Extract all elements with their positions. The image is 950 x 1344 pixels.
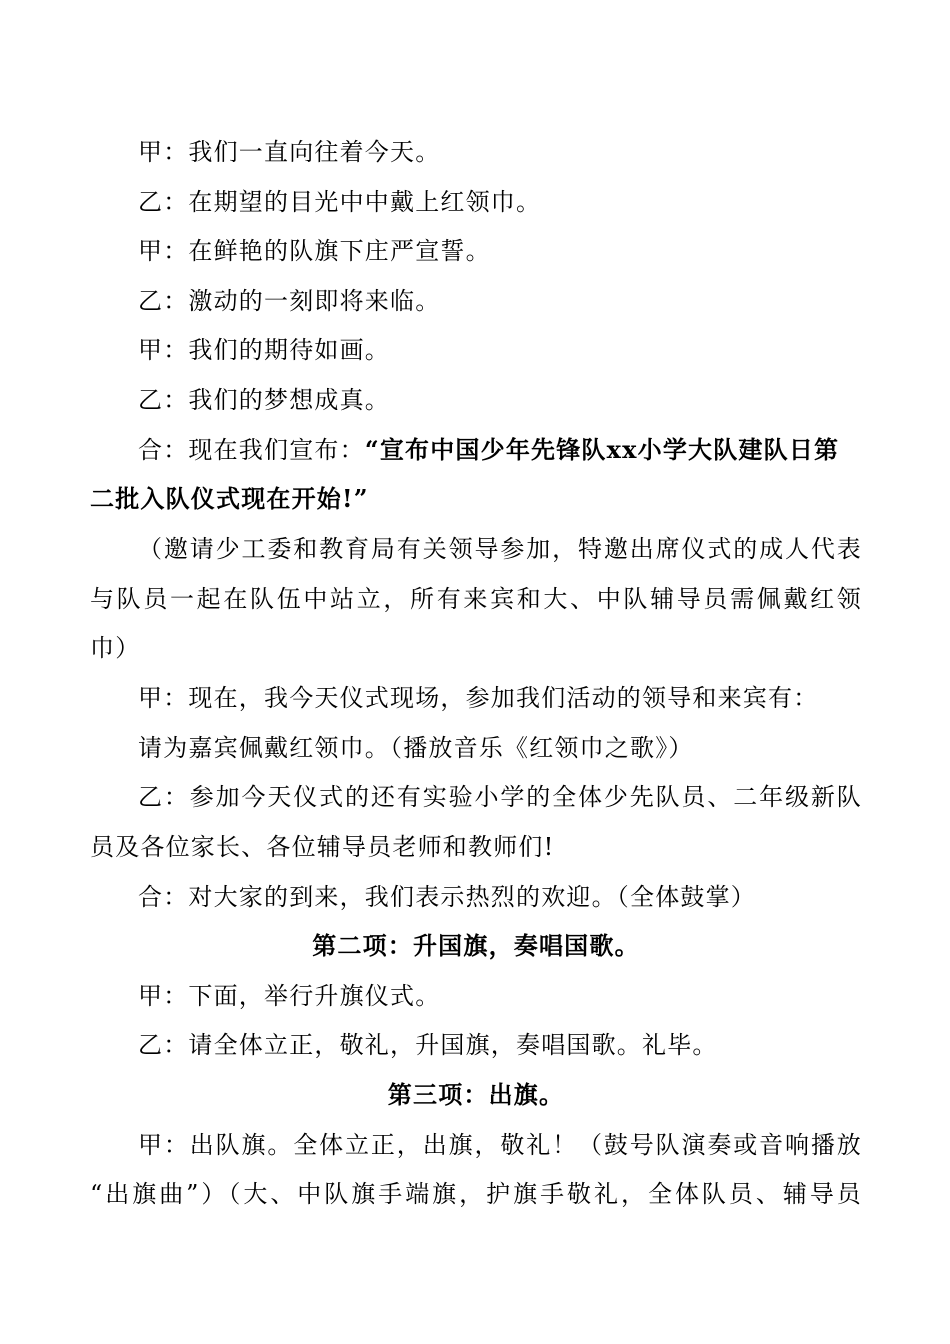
dialogue-line: 甲：在鲜艳的队旗下庄严宣誓。 <box>138 237 491 265</box>
section-heading: 第二项：升国旗，奏唱国歌。 <box>312 931 640 960</box>
dialogue-line: 甲：我们一直向往着今天。 <box>138 138 441 166</box>
section-heading: 第三项：出旗。 <box>387 1080 565 1109</box>
announcement-quote-cont: 二批入队仪式现在开始!” <box>90 484 369 513</box>
dialogue-line: 甲：出队旗。全体立正，出旗，敬礼！（鼓号队演奏或音响播放 <box>138 1131 862 1159</box>
dialogue-line: 乙：我们的梦想成真。 <box>138 386 390 414</box>
stage-direction: （邀请少工委和教育局有关领导参加，特邀出席仪式的成人代表 <box>138 535 862 563</box>
dialogue-line: 乙：在期望的目光中中戴上红领巾。 <box>138 188 542 216</box>
dialogue-line: 合：对大家的到来，我们表示热烈的欢迎。（全体鼓掌） <box>138 883 756 911</box>
dialogue-line: 甲：下面，举行升旗仪式。 <box>138 982 441 1010</box>
dialogue-line: 乙：激动的一刻即将来临。 <box>138 287 441 315</box>
dialogue-line: 乙：请全体立正，敬礼，升国旗，奏唱国歌。礼毕。 <box>138 1031 718 1059</box>
dialogue-line: 甲：我们的期待如画。 <box>138 336 390 364</box>
announcement-speaker: 合：现在我们宣布： <box>138 436 365 464</box>
dialogue-line: 请为嘉宾佩戴红领巾。（播放音乐《红领巾之歌》） <box>138 734 694 762</box>
stage-direction: 与队员一起在队伍中站立，所有来宾和大、中队辅导员需佩戴红领 <box>90 585 862 613</box>
dialogue-line: 员及各位家长、各位辅导员老师和教师们! <box>90 833 555 861</box>
announcement-quote: “宣布中国少年先锋队xx小学大队建队日第 <box>364 435 840 464</box>
announcement-line <box>138 435 862 465</box>
dialogue-line: “出旗曲”）（大、中队旗手端旗，护旗手敬礼，全体队员、辅导员 <box>90 1180 862 1208</box>
dialogue-line: 乙：参加今天仪式的还有实验小学的全体少先队员、二年级新队 <box>138 783 862 811</box>
dialogue-line: 甲：现在，我今天仪式现场，参加我们活动的领导和来宾有： <box>138 684 819 712</box>
stage-direction: 巾） <box>90 634 141 662</box>
